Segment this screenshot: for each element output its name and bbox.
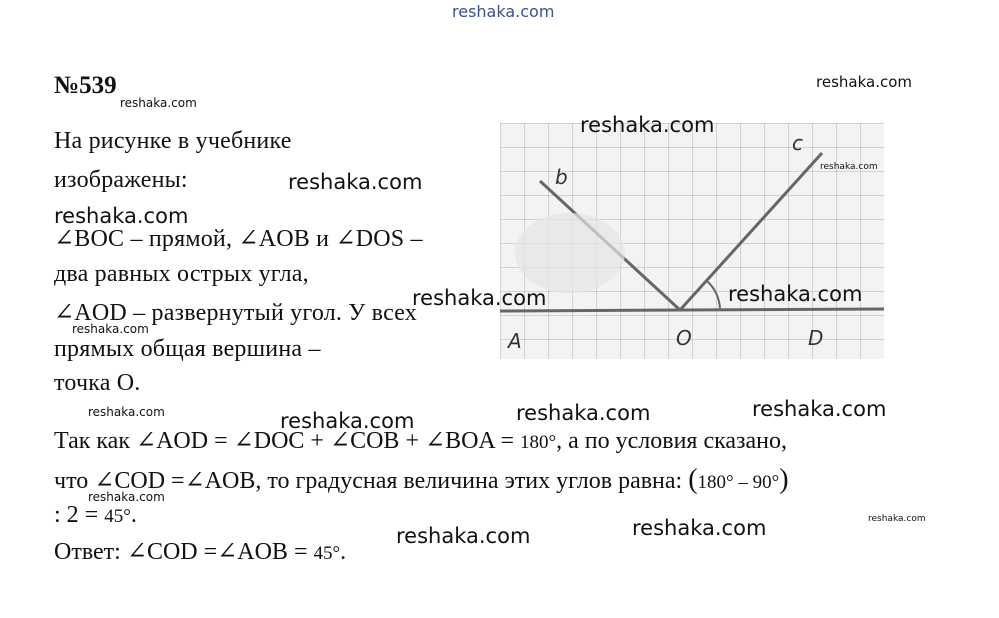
angle-aod: ∠AOD — [135, 428, 209, 454]
figure-label-a: A — [508, 329, 522, 353]
watermark: reshaka.com — [816, 73, 912, 91]
watermark: reshaka.com — [580, 113, 715, 137]
problem-number: №539 — [54, 72, 117, 99]
watermark: reshaka.com — [54, 204, 189, 228]
text-fragment: = — [287, 539, 314, 565]
figure-label-d: D — [808, 326, 824, 350]
value-45: 45° — [313, 543, 341, 564]
watermark: reshaka.com — [632, 516, 767, 540]
text-fragment: . — [340, 539, 347, 565]
text-fragment: = — [208, 428, 234, 454]
text-fragment: – — [404, 226, 423, 252]
text-line-7: точка О. — [54, 370, 141, 396]
text-fragment: = — [165, 468, 185, 494]
watermark: reshaka.com — [820, 162, 878, 172]
watermark: reshaka.com — [868, 514, 926, 524]
value-90: 90° — [752, 472, 780, 493]
watermark: reshaka.com — [516, 401, 651, 425]
paren-close: ) — [779, 464, 789, 495]
paren-open: ( — [688, 464, 698, 495]
text-line-4: два равных острых угла, — [54, 261, 309, 287]
text-fragment: = — [494, 428, 520, 454]
angle-aob: ∠AOB — [184, 468, 256, 494]
watermark: reshaka.com — [280, 409, 415, 433]
angle-arc-dos — [707, 281, 720, 309]
angle-cod: ∠COD — [126, 539, 198, 565]
answer-line — [54, 537, 346, 566]
watermark: reshaka.com — [412, 286, 547, 310]
angle-aob: ∠AOB — [217, 539, 288, 565]
angle-boc: ∠BOC — [54, 226, 125, 252]
text-fragment: – развернутый угол. У всех — [126, 300, 417, 326]
watermark: reshaka.com — [120, 96, 197, 110]
watermark: reshaka.com — [288, 170, 423, 194]
answer-label: Ответ: — [54, 539, 127, 565]
figure-label-b: b — [555, 165, 568, 189]
text-fragment: = — [197, 539, 218, 565]
angle-aod: ∠AOD — [54, 300, 127, 326]
angle-doc: ∠DOC — [233, 428, 305, 454]
text-fragment: . — [130, 502, 137, 528]
watermark: reshaka.com — [72, 322, 149, 336]
text-line-1: На рисунке в учебнике — [54, 128, 292, 154]
watermark: reshaka.com — [728, 282, 863, 306]
angle-dos: ∠DOS — [335, 226, 405, 252]
figure-label-c: c — [792, 131, 803, 155]
watermark-top: reshaka.com — [452, 2, 555, 21]
text-fragment: , то градусная величина этих углов равна: — [255, 468, 689, 494]
figure-smudge — [515, 213, 625, 293]
angle-boa: ∠BOA — [424, 428, 495, 454]
text-fragment: , а по условия сказано, — [556, 428, 788, 454]
value-45: 45° — [104, 506, 131, 527]
text-line-6: прямых общая вершина – — [54, 336, 321, 362]
text-fragment: : 2 = — [54, 502, 105, 528]
text-line-3 — [54, 224, 423, 253]
angle-cob: ∠COB — [329, 428, 400, 454]
text-fragment: и — [309, 226, 336, 252]
watermark: reshaka.com — [752, 397, 887, 421]
text-fragment: + — [399, 428, 425, 454]
line-aod — [500, 309, 884, 311]
watermark: reshaka.com — [88, 405, 165, 419]
text-fragment: Так как — [54, 428, 136, 454]
angle-aob: ∠AOB — [238, 226, 310, 252]
watermark: reshaka.com — [88, 490, 165, 504]
solution-line-1 — [54, 426, 787, 455]
figure-label-o: O — [676, 326, 692, 350]
geometry-figure — [500, 123, 884, 359]
angle-cod: ∠COD — [94, 468, 166, 494]
value-180: 180° — [697, 472, 734, 493]
text-fragment: + — [304, 428, 330, 454]
text-fragment: что — [54, 468, 95, 494]
value-180: 180° — [520, 432, 557, 453]
watermark: reshaka.com — [396, 524, 531, 548]
figure-drawing — [500, 123, 884, 359]
text-line-2: изображены: — [54, 167, 188, 193]
solution-line-3 — [54, 502, 137, 529]
text-fragment: – — [733, 472, 753, 493]
text-fragment: – прямой, — [124, 226, 239, 252]
